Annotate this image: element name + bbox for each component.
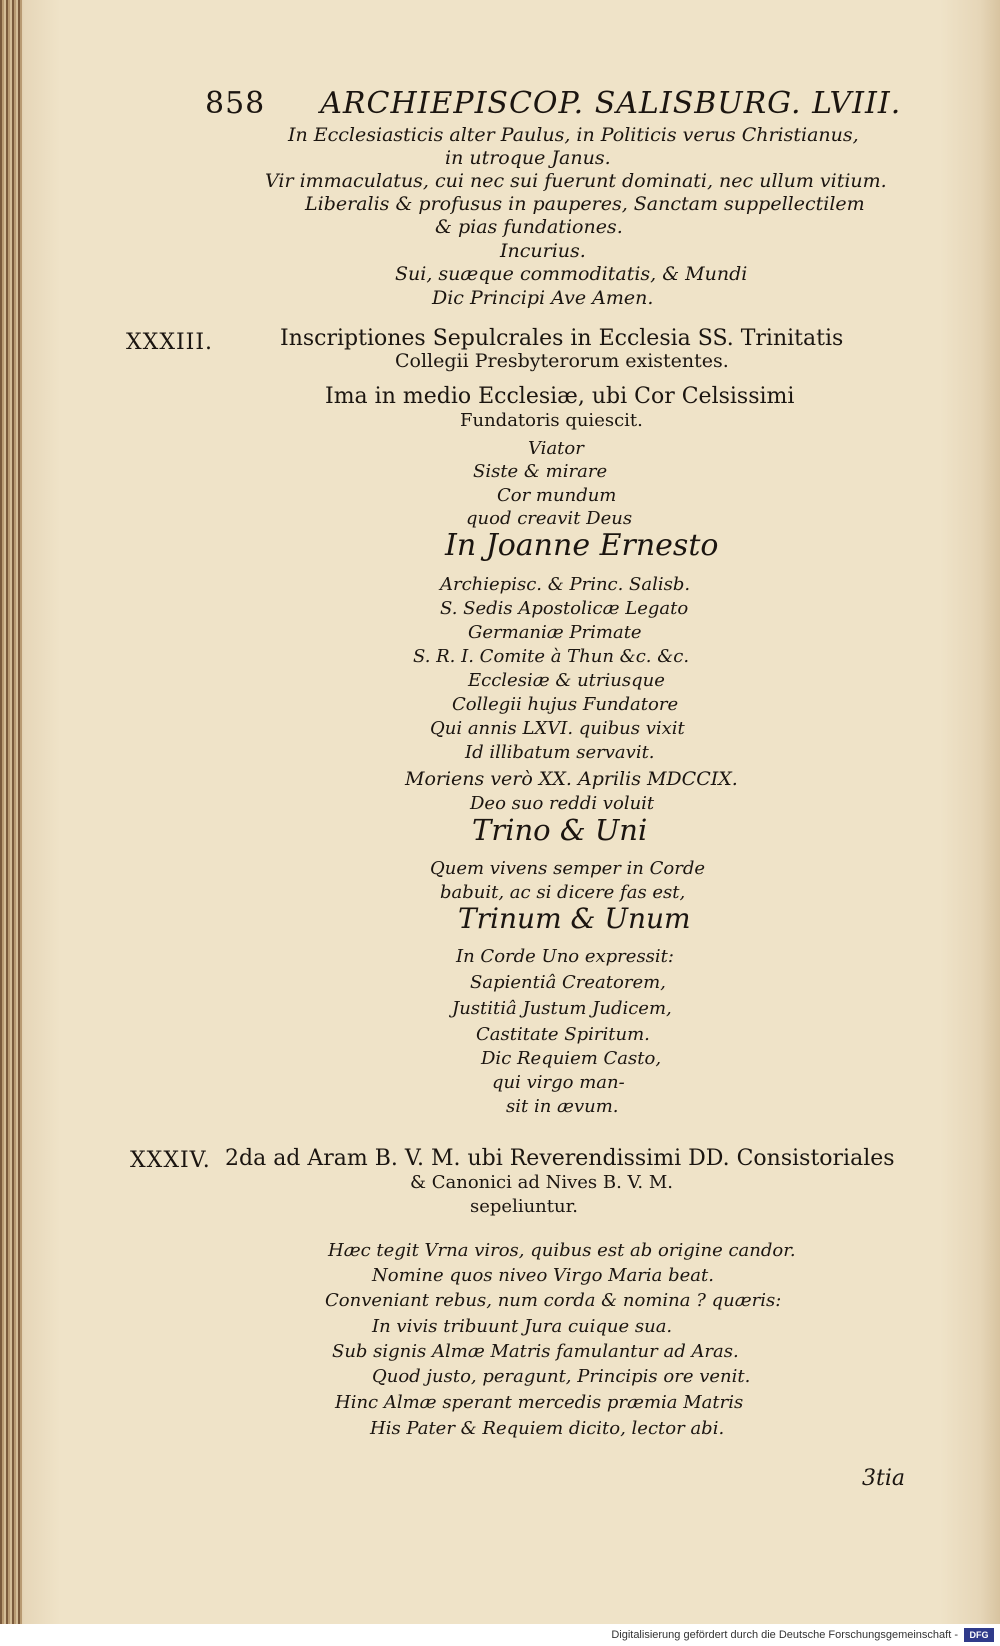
text-line: In vivis tribuunt Jura cuique sua.: [372, 1316, 673, 1337]
text-line: Sui, suæque commoditatis, & Mundi: [395, 263, 748, 285]
catchword: 3tia: [862, 1466, 905, 1491]
section-title: Collegii Presbyterorum existentes.: [395, 350, 729, 372]
text-line: Siste & mirare: [473, 461, 608, 482]
text-line: Dic Requiem Casto,: [481, 1048, 662, 1069]
text-line: S. Sedis Apostolicæ Legato: [440, 598, 689, 619]
text-line: Sapientiâ Creatorem,: [470, 972, 666, 993]
text-line: In Ecclesiasticis alter Paulus, in Politicis verus Christianus,: [288, 124, 859, 146]
text-line: S. R. I. Comite à Thun &c. &c.: [413, 646, 690, 667]
text-line: Dic Principi Ave Amen.: [432, 287, 654, 309]
text-line: quod creavit Deus: [466, 508, 633, 529]
text-line: Nomine quos niveo Virgo Maria beat.: [372, 1265, 714, 1286]
digitization-footer: [0, 1624, 1000, 1646]
section-number: XXXIII.: [126, 330, 214, 355]
section-title: Inscriptiones Sepulcrales in Ecclesia SS. Trinitatis: [280, 326, 844, 351]
text-line: Hæc tegit Vrna viros, quibus est ab origine candor.: [328, 1240, 796, 1261]
text-line: Moriens verò XX. Aprilis MDCCIX.: [405, 768, 738, 790]
text-line: in utroque Janus.: [445, 147, 611, 169]
running-title: ARCHIEPISCOP. SALISBURG. LVIII.: [320, 86, 902, 121]
section-subtitle: Fundatoris quiescit.: [460, 410, 643, 431]
section-title: 2da ad Aram B. V. M. ubi Reverendissimi DD. Consistoriales: [225, 1146, 895, 1171]
text-line: Conveniant rebus, num corda & nomina ? quæris:: [325, 1290, 782, 1311]
dfg-logo: DFG: [964, 1628, 994, 1642]
section-title: & Canonici ad Nives B. V. M.: [410, 1172, 673, 1193]
section-subtitle: Ima in medio Ecclesiæ, ubi Cor Celsissimi: [325, 384, 795, 409]
section-title: sepeliuntur.: [470, 1196, 578, 1217]
text-line: Germaniæ Primate: [468, 622, 642, 643]
text-line: His Pater & Requiem dicito, lector abi.: [370, 1418, 725, 1439]
footer-text: Digitalisierung gefördert durch die Deutsche Forschungsgemeinschaft -: [611, 1629, 958, 1641]
text-line: Hinc Almæ sperant mercedis præmia Matris: [335, 1392, 744, 1413]
text-line: Castitate Spiritum.: [476, 1024, 650, 1045]
text-line: Incurius.: [500, 240, 586, 262]
text-line: Justitiâ Justum Judicem,: [452, 998, 672, 1019]
text-line: In Corde Uno expressit:: [456, 946, 674, 967]
text-line: Vir immaculatus, cui nec sui fuerunt dominati, nec ullum vitium.: [265, 170, 887, 192]
text-line: Ecclesiæ & utriusque: [468, 670, 665, 691]
book-binding: [0, 0, 22, 1646]
section-number: XXXIV.: [130, 1148, 211, 1173]
text-line: Quem vivens semper in Corde: [430, 858, 706, 879]
text-line: Quod justo, peragunt, Principis ore venit.: [372, 1366, 751, 1387]
text-line: Deo suo reddi voluit: [470, 793, 655, 814]
text-line: babuit, ac si dicere fas est,: [440, 882, 686, 903]
page-number: 858: [205, 86, 266, 121]
text-line: Sub signis Almæ Matris famulantur ad Aras.: [332, 1341, 739, 1362]
text-line: Id illibatum servavit.: [465, 742, 655, 763]
text-line: Collegii hujus Fundatore: [452, 694, 679, 715]
text-line: Trinum & Unum: [458, 902, 691, 935]
text-line: Cor mundum: [497, 485, 617, 506]
running-header: [205, 86, 901, 121]
text-line: sit in ævum.: [506, 1096, 619, 1117]
text-line: Archiepisc. & Princ. Salisb.: [440, 574, 691, 595]
text-line: Viator: [528, 438, 584, 459]
text-line: Liberalis & profusus in pauperes, Sanctam suppellectilem: [305, 193, 865, 215]
text-line: & pias fundationes.: [435, 216, 623, 238]
text-line: Qui annis LXVI. quibus vixit: [430, 718, 685, 739]
text-line: In Joanne Ernesto: [445, 528, 719, 563]
text-line: Trino & Uni: [472, 813, 648, 847]
text-line: qui virgo man-: [492, 1072, 625, 1093]
